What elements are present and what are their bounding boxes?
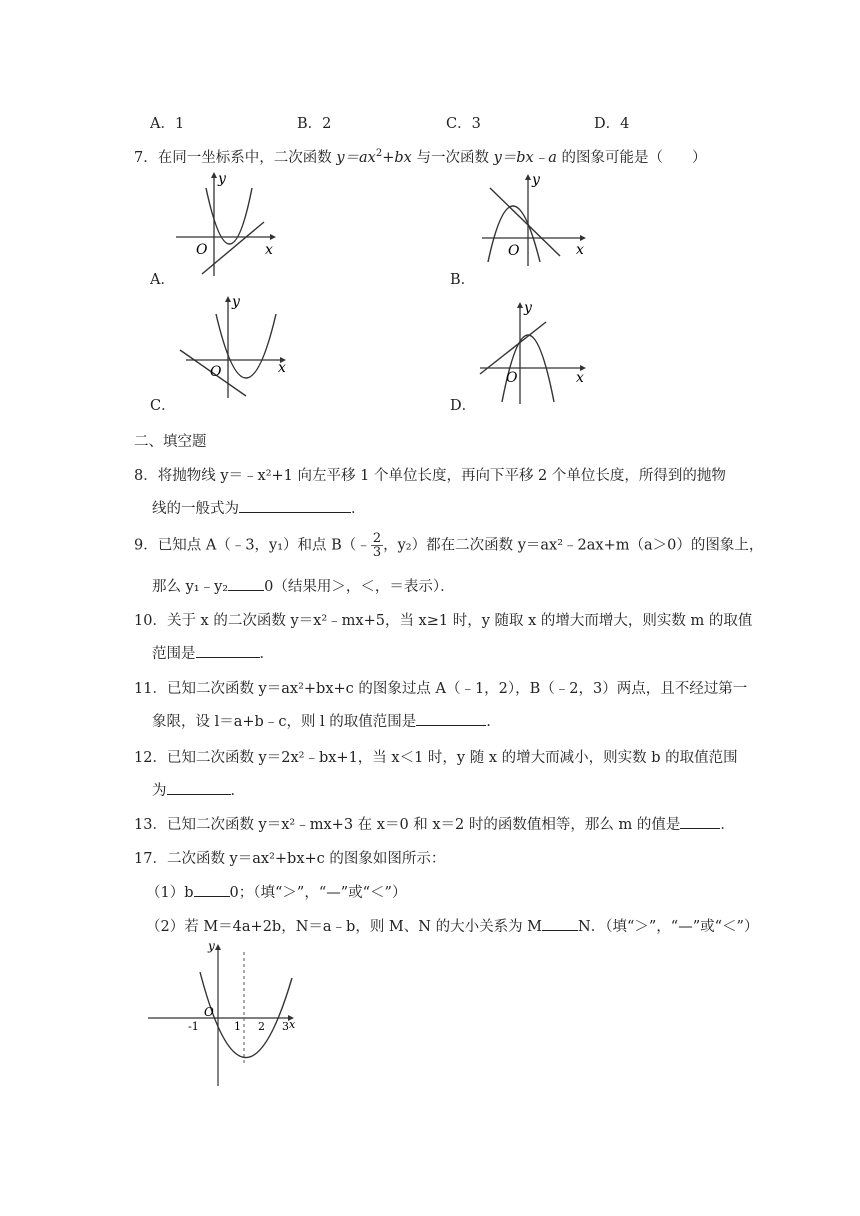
q10-answer-blank[interactable]	[196, 643, 260, 658]
q7-b-y-label: y	[532, 172, 540, 188]
q9-answer-blank[interactable]	[228, 576, 264, 591]
q7-d-y-label: y	[524, 300, 532, 316]
q9-frac-den: 3	[372, 545, 382, 560]
q17-part2-blank[interactable]	[542, 916, 578, 931]
q6-option-c: C．3	[446, 116, 481, 132]
q7-graph-d	[476, 298, 596, 408]
q17-part1-text-b: 0；（填“＞”，“—”或“＜”）	[229, 885, 407, 901]
q8-line-1	[134, 464, 726, 485]
q11-end: ．	[486, 714, 501, 730]
q7-b-origin: O	[508, 243, 520, 259]
q7-func-2: y＝bx﹣a	[493, 150, 557, 166]
q7-label-b: B．	[450, 272, 476, 288]
q12-answer-blank[interactable]	[167, 780, 231, 795]
q11-answer-blank[interactable]	[416, 711, 486, 726]
q17-part1-text-a: （1）b	[146, 885, 194, 901]
q17-x-label: x	[289, 1018, 296, 1031]
q17-part2-text-a: （2）若 M＝4a+2b，N＝a﹣b，则 M、N 的大小关系为 M	[146, 919, 543, 935]
q9-number: 9．	[134, 537, 158, 554]
q9-text-b: ，y₂）都在二次函数 y＝ax²﹣2ax+m（a＞0）的图象上，	[383, 537, 764, 554]
q7-a-origin: O	[196, 242, 208, 258]
q17-tick-1: 1	[234, 1020, 241, 1033]
q9-text-c: 那么 y₁﹣y₂	[152, 579, 229, 595]
q10-text-2: 范围是	[152, 646, 196, 662]
q17-y-label: y	[208, 939, 215, 953]
q12-number: 12．	[134, 750, 167, 766]
q9-text-a: 已知点 A（﹣3，y₁）和点 B（﹣	[157, 537, 371, 554]
q8-answer-blank[interactable]	[239, 498, 351, 513]
q7-func-1: y＝ax	[336, 150, 376, 166]
q8-text-2: 线的一般式为	[152, 501, 239, 517]
q9-fraction	[371, 532, 383, 559]
q17-graph	[148, 938, 308, 1088]
q13-text: 已知二次函数 y＝x²﹣mx+3 在 x＝0 和 x＝2 时的函数值相等，那么 m 的值是	[166, 817, 681, 833]
q11-line-2	[152, 710, 501, 731]
q17-part-1	[146, 881, 406, 902]
q12-line-2	[152, 779, 245, 800]
q17-tick-3: 3	[282, 1020, 289, 1033]
q13-answer-blank[interactable]	[680, 814, 720, 829]
q17-part-2	[146, 915, 758, 936]
q9-line-1	[134, 532, 763, 559]
q10-text: 关于 x 的二次函数 y＝x²﹣mx+5，当 x≥1 时，y 随取 x 的增大而增大，则实数 m 的取值	[166, 613, 753, 629]
q7-label-a: A．	[150, 272, 175, 288]
q6-option-a: A．1	[150, 116, 185, 132]
q17-text: 二次函数 y＝ax²+bx+c 的图象如图所示：	[166, 851, 446, 867]
q9-text-d: 0（结果用＞，＜，＝表示）．	[264, 579, 455, 595]
q9-frac-num: 2	[372, 531, 382, 546]
q11-number: 11．	[134, 681, 167, 697]
q13-end: ．	[720, 817, 735, 833]
q12-text: 已知二次函数 y＝2x²﹣bx+1，当 x＜1 时，y 随 x 的增大而减小，则实数 b 的取值范围	[166, 750, 738, 766]
q9-line-2	[152, 575, 455, 596]
q11-text: 已知二次函数 y＝ax²+bx+c 的图象过点 A（﹣1，2），B（﹣2，3）两点，且不经过第一	[166, 681, 748, 697]
q7-a-x-label: x	[265, 242, 273, 258]
q7-c-y-label: y	[232, 294, 240, 310]
q8-text: 将抛物线 y＝﹣x²+1 向左平移 1 个单位长度，再向下平移 2 个单位长度，所得到的抛物	[157, 468, 726, 484]
q7-stem: 7．在同一坐标系中，二次函数 $y=ax^2+bx$ 与一次函数 y＝bx﹣a 的图象可能是（ ）	[134, 148, 707, 166]
q10-line-2	[152, 642, 274, 663]
q8-end: ．	[351, 501, 366, 517]
q11-text-2: 象限，设 l＝a+b﹣c，则 l 的取值范围是	[152, 714, 417, 730]
q7-d-x-label: x	[576, 370, 584, 386]
q17-tick-2: 2	[258, 1020, 265, 1033]
q6-option-d: D．4	[594, 116, 630, 132]
q17-part1-blank[interactable]	[194, 882, 230, 897]
q17-part2-text-b: N．（填“＞”，“—”或“＜”）	[578, 919, 759, 935]
q7-label-d: D．	[450, 398, 477, 414]
q7-graph-c	[176, 292, 296, 402]
q7-label-c: C．	[150, 398, 176, 414]
q7-c-x-label: x	[278, 360, 286, 376]
q17-tick-neg1: -1	[188, 1020, 199, 1033]
q8-line-2	[152, 497, 366, 518]
q13-line-1	[134, 813, 735, 834]
q7-text-1: 在同一坐标系中，二次函数	[157, 150, 337, 166]
section-title: 二、填空题	[134, 434, 207, 450]
q17-origin: O	[204, 1005, 214, 1019]
q7-text-2: 与一次函数	[416, 150, 494, 166]
q10-number: 10．	[134, 613, 167, 629]
q7-text-3: 的图象可能是（ ）	[556, 150, 707, 166]
q12-line-1	[134, 746, 738, 767]
q12-text-2: 为	[152, 783, 167, 799]
q8-number: 8．	[134, 468, 158, 484]
q7-b-x-label: x	[576, 242, 584, 258]
q17-number: 17．	[134, 851, 167, 867]
q13-number: 13．	[134, 817, 167, 833]
q17-line-1	[134, 847, 445, 868]
q10-line-1	[134, 609, 752, 630]
q7-graph-a	[170, 170, 280, 280]
q7-a-y-label: y	[218, 171, 226, 187]
q7-d-origin: O	[506, 370, 518, 386]
q6-option-b: B．2	[297, 116, 332, 132]
q7-graph-b	[476, 170, 596, 270]
q7-c-origin: O	[210, 364, 222, 380]
q10-end: ．	[259, 646, 274, 662]
q11-line-1	[134, 677, 747, 698]
q7-number: 7．	[134, 150, 158, 166]
q12-end: ．	[230, 783, 245, 799]
